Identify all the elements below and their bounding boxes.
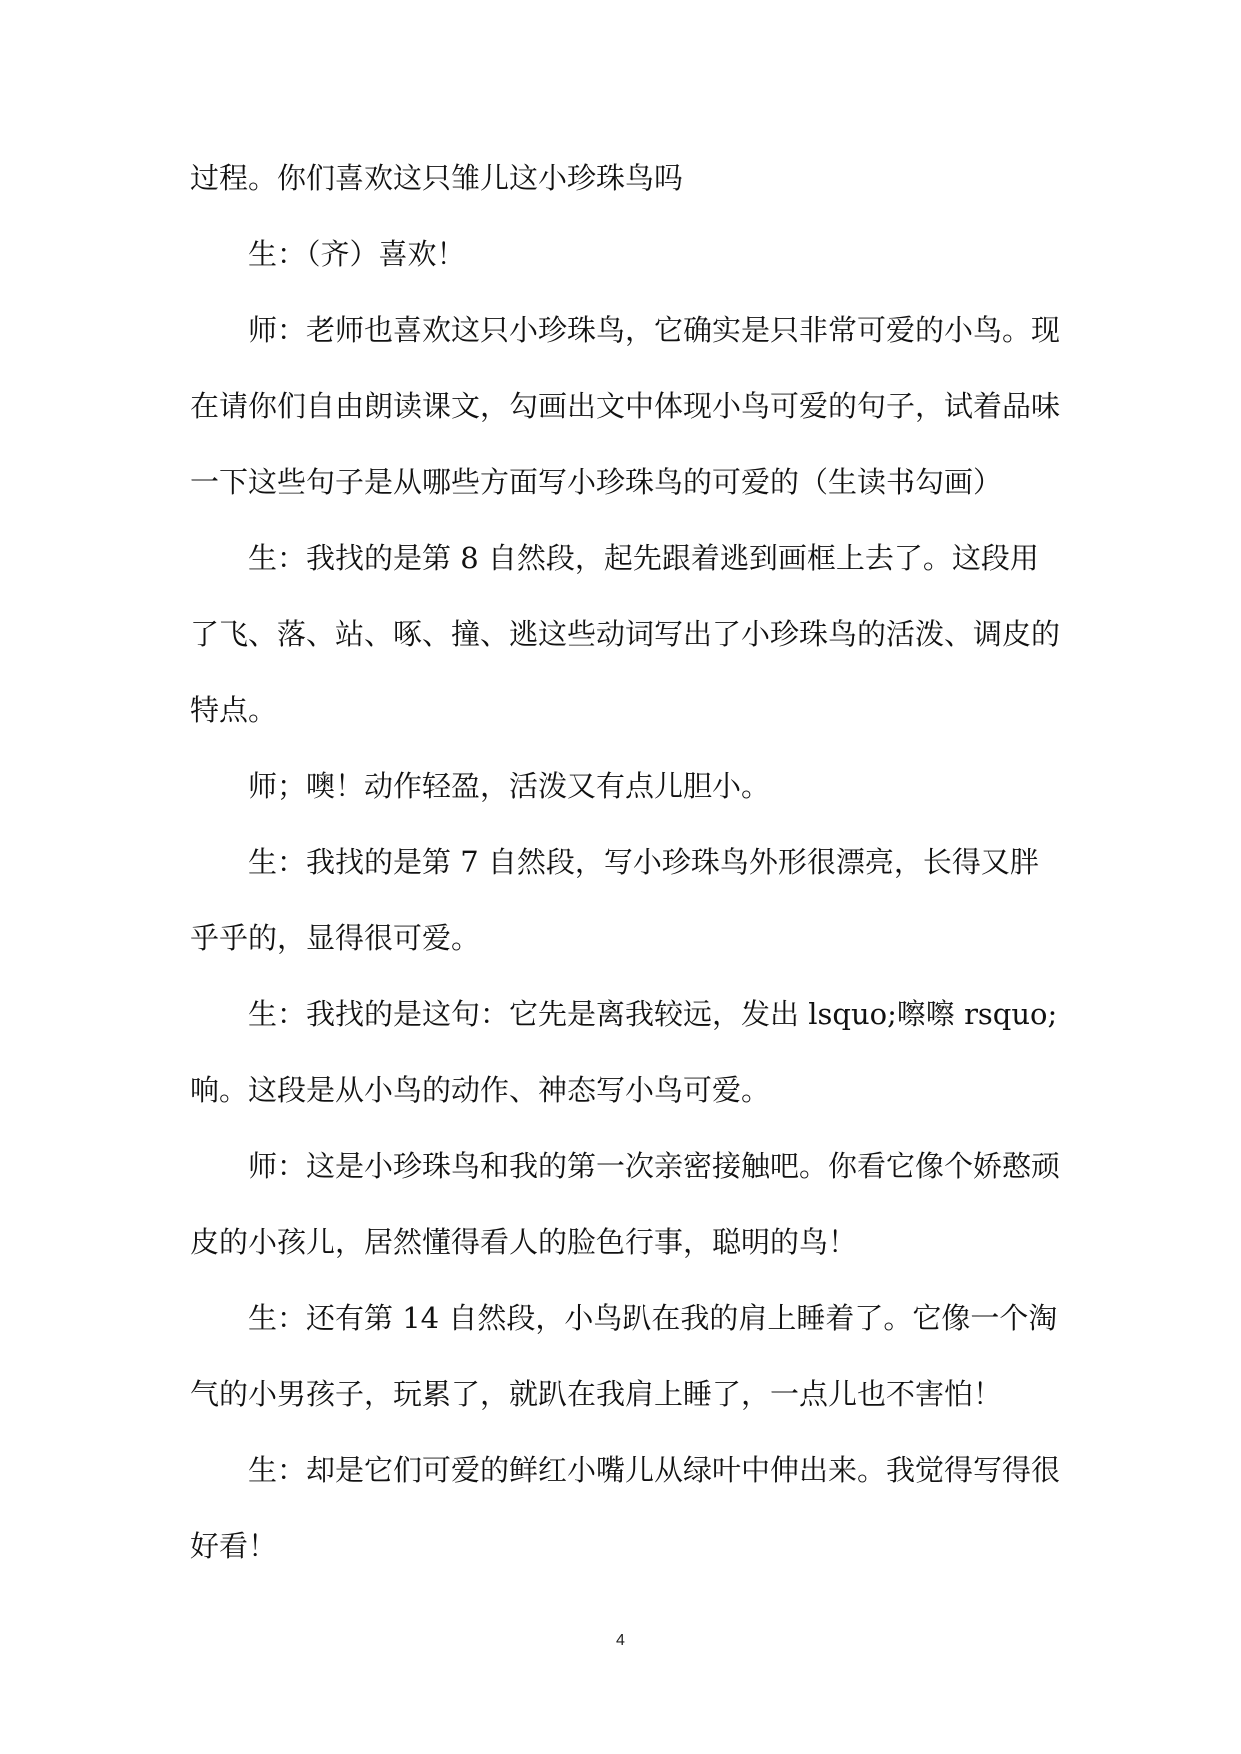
paragraph-1: 过程。你们喜欢这只雏儿这小珍珠鸟吗 (190, 161, 684, 195)
paragraph-2: 生：（齐）喜欢！ (248, 237, 466, 271)
paragraph-5: 师；噢！动作轻盈，活泼又有点儿胆小。 (248, 769, 771, 803)
document-body (190, 140, 1060, 1584)
paragraph-4: 生：我找的是第 8 自然段，起先跟着逃到画框上去了。这段用了飞、落、站、啄、撞、逃这些动词写出了小珍珠鸟的活泼、调皮的特点。 (190, 541, 1061, 727)
paragraph-10: 生：却是它们可爱的鲜红小嘴儿从绿叶中伸出来。我觉得写得很好看！ (190, 1453, 1061, 1563)
paragraph-3: 师：老师也喜欢这只小珍珠鸟，它确实是只非常可爱的小鸟。现在请你们自由朗读课文，勾画出文中体现小鸟可爱的句子，试着品味一下这些句子是从哪些方面写小珍珠鸟的可爱的（生读书勾画） (190, 313, 1061, 499)
paragraph-8: 师：这是小珍珠鸟和我的第一次亲密接触吧。你看它像个娇憨顽皮的小孩儿，居然懂得看人的脸色行事，聪明的鸟！ (190, 1149, 1061, 1259)
page-number: 4 (616, 1632, 625, 1649)
paragraph-6: 生：我找的是第 7 自然段，写小珍珠鸟外形很漂亮，长得又胖乎乎的，显得很可爱。 (190, 845, 1039, 955)
paragraph-9: 生：还有第 14 自然段，小鸟趴在我的肩上睡着了。它像一个淘气的小男孩子，玩累了，就趴在我肩上睡了，一点儿也不害怕！ (190, 1301, 1058, 1411)
paragraph-7: 生：我找的是这句：它先是离我较远，发出 lsquo;嚓嚓 rsquo;响。这段是从小鸟的动作、神态写小鸟可爱。 (190, 997, 1058, 1107)
